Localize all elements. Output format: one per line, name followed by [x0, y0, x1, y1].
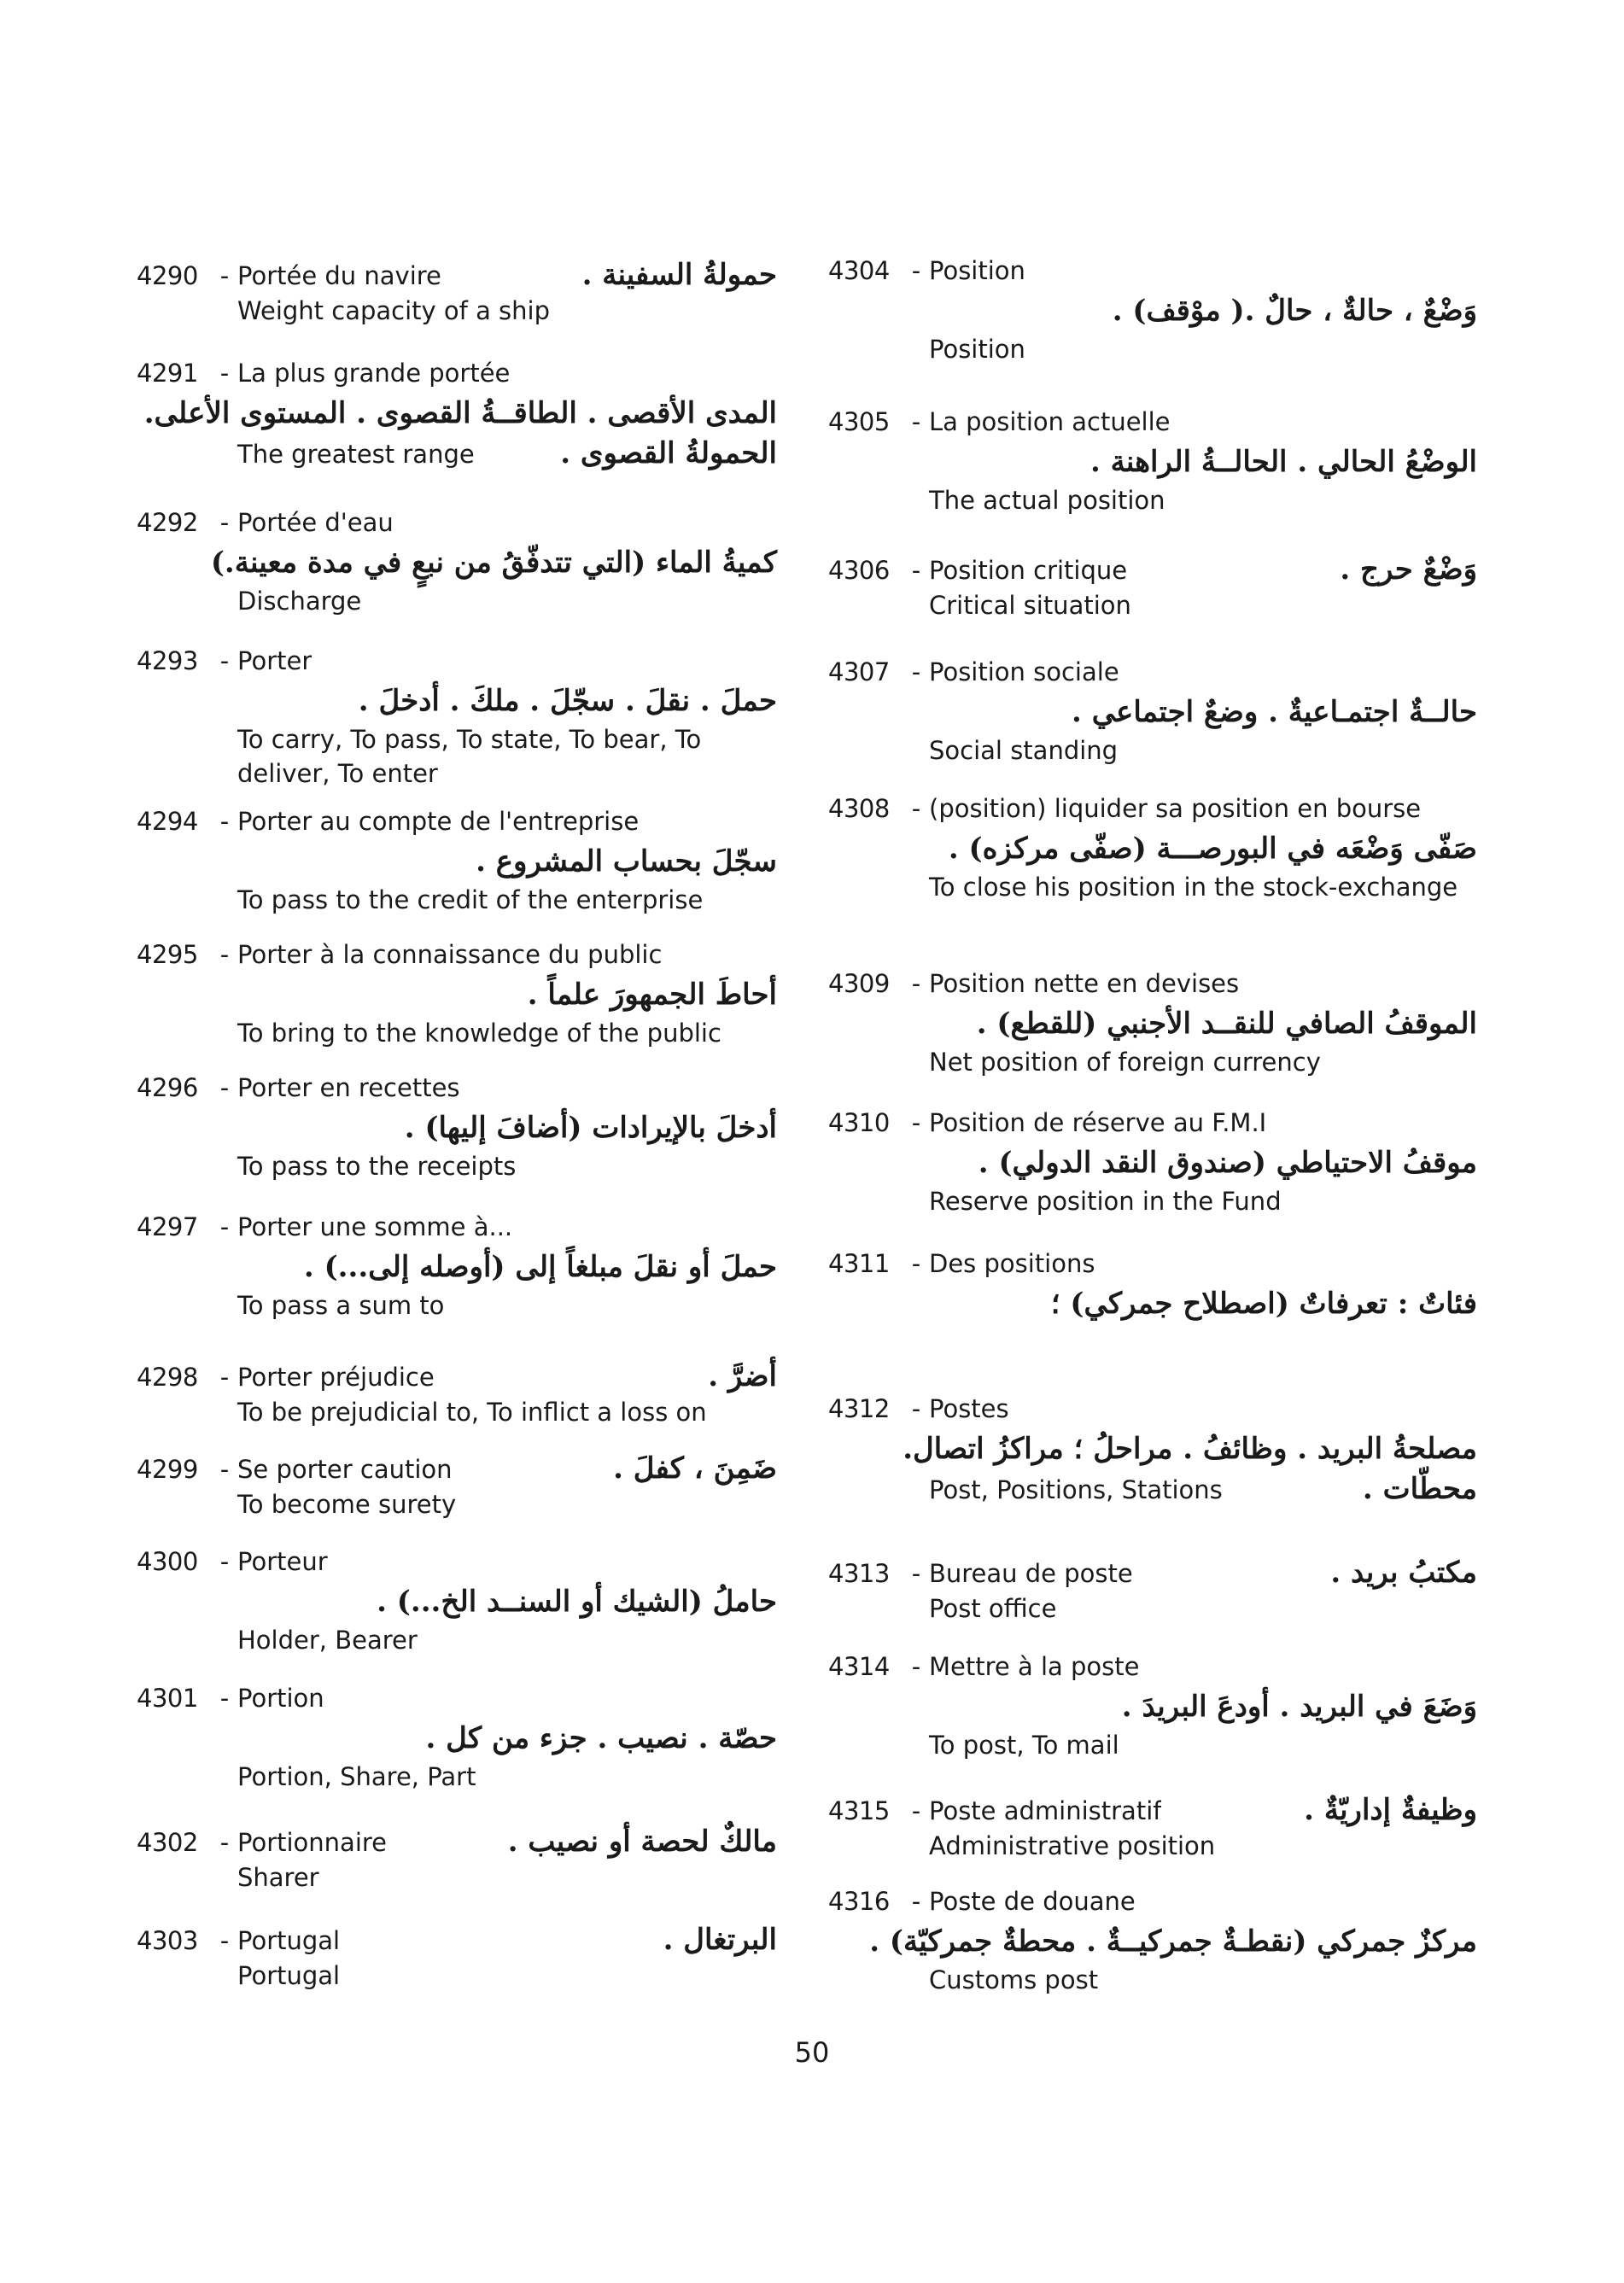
arabic-translation: الموقفُ الصافي للنقــد الأجنبي (للقطع) . — [976, 1007, 1477, 1041]
entry-4305: 4305 - La position actuelle الوضْعُ الحالي . الحالــةُ الراهنة . The actual position — [828, 403, 1477, 517]
entry-number: 4311 — [828, 1249, 890, 1278]
english-translation: To pass to the credit of the enterprise — [237, 885, 704, 914]
arabic-translation: حاملُ (الشيك أو السنــد الخ...) . — [377, 1585, 777, 1619]
entry-4309: 4309 - Position nette en devises الموقفُ الصافي للنقــد الأجنبي (للقطع) . Net position of foreign currency — [828, 965, 1477, 1079]
arabic-translation: موقفُ الاحتياطي (صندوق النقد الدولي) . — [978, 1146, 1477, 1180]
entry-number: 4306 — [828, 556, 890, 585]
arabic-translation: أحاطَ الجمهورَ علماً . — [527, 978, 777, 1012]
french-term: Porter préjudice — [237, 1363, 435, 1392]
french-term: Position nette en devises — [929, 969, 1240, 998]
entry-number: 4298 — [137, 1363, 198, 1392]
french-term: Porter — [237, 646, 313, 675]
entry-4308: 4308 - (position) liquider sa position en bourse صَفّى وَضْعَه في البورصـــة (صفّى مركزه) . To close his position in the stock-exchange — [828, 790, 1477, 904]
entry-number: 4301 — [137, 1684, 198, 1713]
entry-number: 4314 — [828, 1652, 890, 1681]
entry-number: 4304 — [828, 256, 890, 285]
english-translation: Administrative position — [929, 1831, 1216, 1860]
french-term: Mettre à la poste — [929, 1652, 1140, 1681]
entry-4310: 4310 - Position de réserve au F.M.I موقفُ الاحتياطي (صندوق النقد الدولي) . Reserve position in the Fund — [828, 1104, 1477, 1218]
arabic-translation: مالكٌ لحصة أو نصيب . — [507, 1825, 777, 1859]
arabic-translation: فئاتٌ : تعرفاتٌ (اصطلاح جمركي) ؛ — [1050, 1287, 1477, 1321]
entry-number: 4303 — [137, 1926, 198, 1955]
entry-4300: 4300 - Porteur حاملُ (الشيك أو السنــد الخ...) . Holder, Bearer — [137, 1543, 777, 1657]
arabic-translation: أضرَّ . — [708, 1359, 777, 1393]
entry-4297: 4297 - Porter une somme à... حملَ أو نقلَ مبلغاً إلى (أوصله إلى...) . To pass a sum to — [137, 1208, 777, 1323]
english-translation: Reserve position in the Fund — [929, 1187, 1282, 1216]
english-translation: Critical situation — [929, 591, 1131, 620]
entry-4312: 4312 - Postes مصلحةُ البريد . وظائفُ . مراحلُ ؛ مراكزُ اتصال. Post, Positions, Stations محطّات . — [828, 1390, 1477, 1509]
english-translation: To close his position in the stock-exchange — [929, 873, 1458, 902]
entry-4314: 4314 - Mettre à la poste وَضَعَ في البريد . أودعَ البريدَ . To post, To mail — [828, 1648, 1477, 1762]
french-term: Postes — [929, 1394, 1009, 1423]
english-translation: To be prejudicial to, To inflict a loss on — [237, 1398, 707, 1427]
entry-number: 4291 — [137, 359, 198, 388]
entry-number: 4290 — [137, 261, 198, 290]
french-term: Position critique — [929, 556, 1128, 585]
arabic-translation: مصلحةُ البريد . وظائفُ . مراحلُ ؛ مراكزُ اتصال. — [903, 1432, 1477, 1466]
english-translation: The greatest range — [237, 440, 475, 469]
entry-4304: 4304 - Position وَضْعٌ ، حالةٌ ، حالٌ .( موْقف) . Position — [828, 252, 1477, 366]
french-term: Bureau de poste — [929, 1559, 1133, 1588]
entry-4311: 4311 - Des positions فئاتٌ : تعرفاتٌ (اصطلاح جمركي) ؛ — [828, 1245, 1477, 1325]
french-term: Portée du navire — [237, 261, 441, 290]
arabic-translation: حالــةٌ اجتمـاعيةٌ . وضعٌ اجتماعي . — [1072, 695, 1477, 729]
entry-number: 4300 — [137, 1547, 198, 1576]
entry-number: 4309 — [828, 969, 890, 998]
french-term: Poste administratif — [929, 1796, 1162, 1825]
entry-number: 4308 — [828, 794, 890, 823]
english-translation: To post, To mail — [929, 1731, 1119, 1760]
entry-number: 4296 — [137, 1073, 198, 1102]
entry-4313: 4313 - Bureau de poste مكتبُ بريد . Post office — [828, 1554, 1477, 1626]
english-translation: Portion, Share, Part — [237, 1762, 476, 1791]
english-translation: Net position of foreign currency — [929, 1048, 1321, 1077]
entry-number: 4299 — [137, 1455, 198, 1484]
english-translation: Post office — [929, 1594, 1057, 1623]
english-translation: To bring to the knowledge of the public — [237, 1019, 721, 1048]
french-term: Position — [929, 256, 1025, 285]
arabic-translation: المدى الأقصى . الطاقــةُ القصوى . المستوى الأعلى. — [143, 396, 777, 430]
entry-4306: 4306 - Position critique وَضْعٌ حرج . Critical situation — [828, 551, 1477, 622]
entry-number: 4312 — [828, 1394, 890, 1423]
french-term: Porteur — [237, 1547, 328, 1576]
entry-number: 4302 — [137, 1828, 198, 1857]
arabic-translation: صَفّى وَضْعَه في البورصـــة (صفّى مركزه) . — [948, 832, 1477, 866]
french-term: La plus grande portée — [237, 359, 511, 388]
entry-4295: 4295 - Porter à la connaissance du public أحاطَ الجمهورَ علماً . To bring to the knowledge of the public — [137, 936, 777, 1050]
arabic-translation-continued: الحمولةُ القصوى . — [560, 436, 777, 470]
entry-number: 4313 — [828, 1559, 890, 1588]
english-translation: Holder, Bearer — [237, 1626, 418, 1655]
arabic-translation: الوضْعُ الحالي . الحالــةُ الراهنة . — [1089, 445, 1477, 479]
arabic-translation: وظيفةٌ إداريّةٌ . — [1304, 1793, 1477, 1827]
arabic-translation: وَضْعٌ ، حالةٌ ، حالٌ .( موْقف) . — [1112, 294, 1477, 328]
arabic-translation: وَضْعٌ حرج . — [1340, 552, 1477, 587]
english-translation: Sharer — [237, 1863, 319, 1892]
english-translation: Social standing — [929, 736, 1119, 765]
english-translation: To pass a sum to — [237, 1291, 445, 1320]
entry-4294: 4294 - Porter au compte de l'entreprise سجّلَ بحساب المشروع . To pass to the credit of the enterprise — [137, 803, 777, 917]
english-translation: The actual position — [929, 486, 1165, 515]
entry-4293: 4293 - Porter حملَ . نقلَ . سجّلَ . ملكَ . أدخلَ . To carry, To pass, To state, To bear, To deliver, To enter — [137, 642, 777, 791]
arabic-translation: البرتغال . — [663, 1923, 777, 1957]
arabic-translation: سجّلَ بحساب المشروع . — [476, 844, 777, 879]
entry-number: 4310 — [828, 1108, 890, 1137]
arabic-translation: حملَ . نقلَ . سجّلَ . ملكَ . أدخلَ . — [358, 684, 777, 718]
entry-4303: 4303 - Portugal البرتغال . Portugal — [137, 1921, 777, 1993]
english-translation: To carry, To pass, To state, To bear, To deliver, To enter — [237, 725, 702, 788]
entry-number: 4307 — [828, 657, 890, 686]
english-translation: Customs post — [929, 1965, 1099, 1994]
entry-number: 4294 — [137, 807, 198, 836]
arabic-translation: مركزٌ جمركي (نقطـةٌ جمركيــةٌ . محطةٌ جمركيّة) . — [869, 1924, 1477, 1959]
entry-4299: 4299 - Se porter caution ضَمِنَ ، كفلَ . To become surety — [137, 1450, 777, 1521]
french-term: Portée d'eau — [237, 508, 394, 537]
french-term: Position de réserve au F.M.I — [929, 1108, 1267, 1137]
french-term: Position sociale — [929, 657, 1119, 686]
french-term: Porter une somme à... — [237, 1212, 513, 1241]
arabic-translation: ضَمِنَ ، كفلَ . — [613, 1451, 777, 1486]
entry-4296: 4296 - Porter en recettes أدخلَ بالإيرادات (أضافَ إليها) . To pass to the receipts — [137, 1069, 777, 1183]
entry-4316: 4316 - Poste de douane مركزٌ جمركي (نقطـةٌ جمركيــةٌ . محطةٌ جمركيّة) . Customs post — [828, 1883, 1477, 1997]
french-term: Porter en recettes — [237, 1073, 460, 1102]
english-translation: Post, Positions, Stations — [929, 1475, 1223, 1504]
english-translation: Discharge — [237, 587, 362, 616]
arabic-translation: حصّة . نصيب . جزء من كل . — [425, 1721, 777, 1755]
french-term: Portionnaire — [237, 1828, 388, 1857]
entry-4315: 4315 - Poste administratif وظيفةٌ إداريّةٌ . Administrative position — [828, 1791, 1477, 1863]
french-term: Portion — [237, 1684, 324, 1713]
arabic-translation: أدخلَ بالإيرادات (أضافَ إليها) . — [404, 1111, 777, 1145]
french-term: La position actuelle — [929, 407, 1171, 436]
french-term: Porter à la connaissance du public — [237, 940, 663, 969]
entry-4292: 4292 - Portée d'eau كميةُ الماء (التي تتدفّقُ من نبعٍ في مدة معينة.) Discharge — [137, 504, 777, 618]
arabic-translation-continued: محطّات . — [1362, 1472, 1477, 1506]
entry-4301: 4301 - Portion حصّة . نصيب . جزء من كل . Portion, Share, Part — [137, 1679, 777, 1794]
entry-4307: 4307 - Position sociale حالــةٌ اجتمـاعيةٌ . وضعٌ اجتماعي . Social standing — [828, 653, 1477, 768]
english-translation: To pass to the receipts — [237, 1152, 517, 1181]
english-translation: Position — [929, 335, 1025, 364]
entry-4290: 4290 - Portée du navire حمولةُ السفينة . Weight capacity of a ship — [137, 256, 777, 328]
english-translation: Weight capacity of a ship — [237, 296, 551, 325]
entry-number: 4295 — [137, 940, 198, 969]
french-term: Poste de douane — [929, 1887, 1136, 1916]
french-term: (position) liquider sa position en bourse — [929, 794, 1422, 823]
entry-4298: 4298 - Porter préjudice أضرَّ . To be prejudicial to, To inflict a loss on — [137, 1358, 777, 1429]
french-term: Se porter caution — [237, 1455, 453, 1484]
entry-number: 4292 — [137, 508, 198, 537]
entry-number: 4316 — [828, 1887, 890, 1916]
entry-4302: 4302 - Portionnaire مالكٌ لحصة أو نصيب . Sharer — [137, 1823, 777, 1895]
entry-number: 4297 — [137, 1212, 198, 1241]
french-term: Porter au compte de l'entreprise — [237, 807, 640, 836]
french-term: Des positions — [929, 1249, 1095, 1278]
arabic-translation: حمولةُ السفينة . — [581, 258, 777, 292]
arabic-translation: كميةُ الماء (التي تتدفّقُ من نبعٍ في مدة معينة.) — [210, 546, 777, 580]
arabic-translation: حملَ أو نقلَ مبلغاً إلى (أوصله إلى...) . — [303, 1250, 777, 1284]
entry-4291: 4291 - La plus grande portée المدى الأقصى . الطاقــةُ القصوى . المستوى الأعلى. The greatest range الحمولةُ القصوى . — [137, 354, 777, 473]
arabic-translation: وَضَعَ في البريد . أودعَ البريدَ . — [1121, 1690, 1477, 1724]
english-translation: Portugal — [237, 1961, 341, 1990]
page-number: 50 — [794, 2036, 830, 2069]
entry-number: 4293 — [137, 646, 198, 675]
english-translation: To become surety — [237, 1490, 457, 1519]
french-term: Portugal — [237, 1926, 341, 1955]
entry-number: 4305 — [828, 407, 890, 436]
arabic-translation: مكتبُ بريد . — [1330, 1556, 1477, 1590]
entry-number: 4315 — [828, 1796, 890, 1825]
